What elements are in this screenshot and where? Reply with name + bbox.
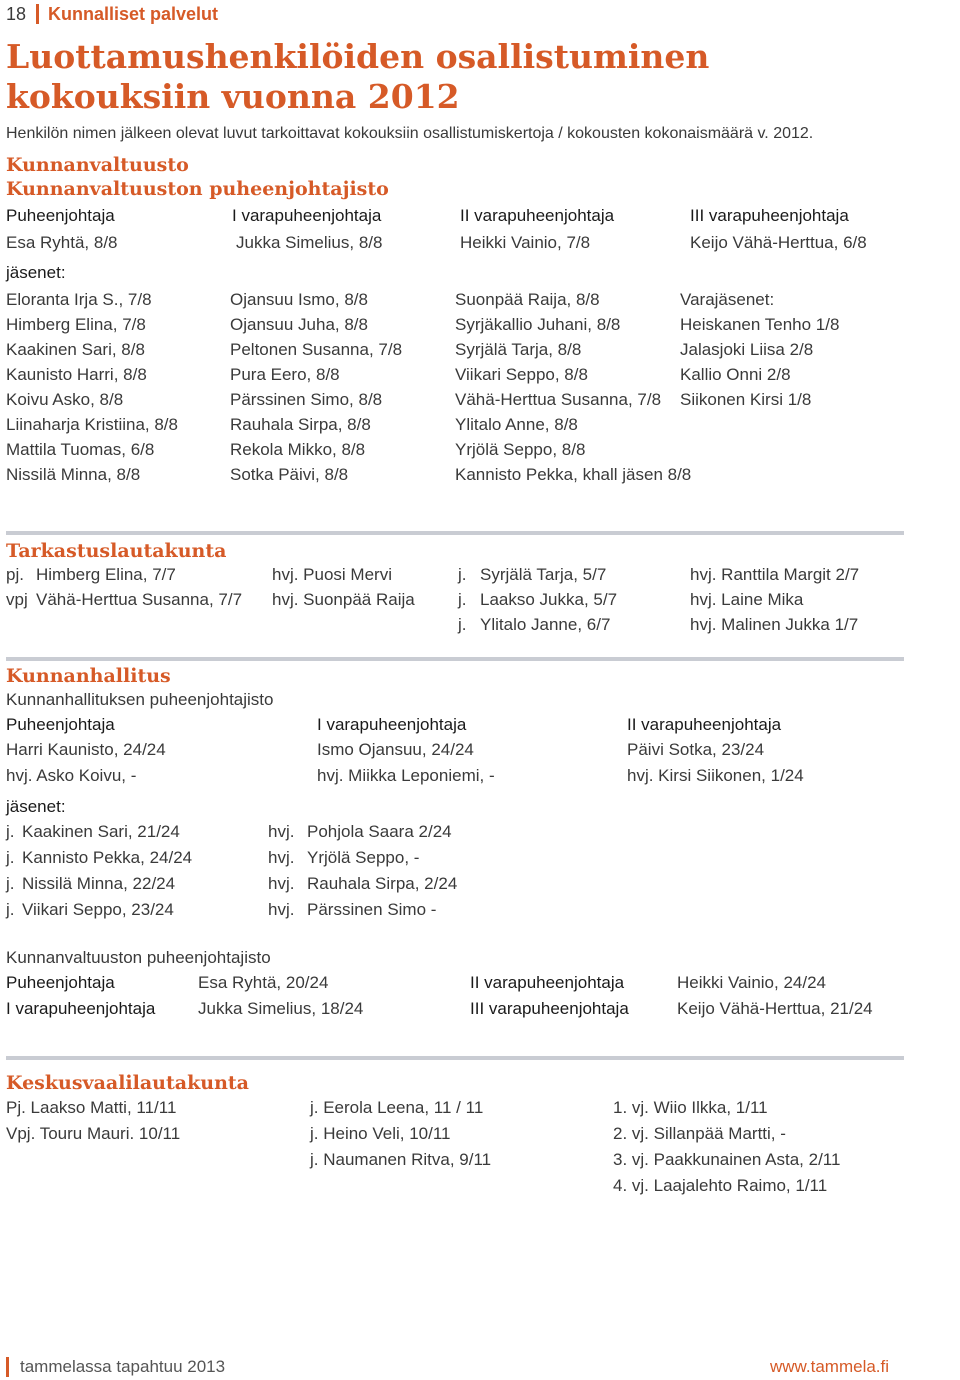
kvl-member: j. Eerola Leena, 11 / 11 xyxy=(310,1098,484,1117)
tl-heading: Tarkastuslautakunta xyxy=(6,540,227,562)
kh-member-cell: j. xyxy=(6,822,15,841)
tl-cell: j. xyxy=(458,590,467,609)
footer-bar xyxy=(6,1357,9,1377)
kvl-member: 1. vj. Wiio Ilkka, 1/11 xyxy=(613,1098,768,1117)
kv-chair-4: Keijo Vähä-Herttua, 6/8 xyxy=(690,233,867,252)
tl-cell: pj. xyxy=(6,565,24,584)
member-name: Ylitalo Anne, 8/8 xyxy=(455,415,578,434)
member-name: Yrjölä Seppo, 8/8 xyxy=(455,440,586,459)
kvl-heading: Keskusvaalilautakunta xyxy=(6,1072,249,1094)
member-name: Peltonen Susanna, 7/8 xyxy=(230,340,403,359)
kvp-cell: II varapuheenjohtaja xyxy=(470,973,625,992)
member-name: Jalasjoki Liisa 2/8 xyxy=(680,340,814,359)
tl-cell: Laakso Jukka, 5/7 xyxy=(480,590,618,609)
kh-deputy-1: hvj. Asko Koivu, - xyxy=(6,766,137,785)
tl-cell: Himberg Elina, 7/7 xyxy=(36,565,176,584)
tl-cell: hvj. Ranttila Margit 2/7 xyxy=(690,565,860,584)
member-name: Siikonen Kirsi 1/8 xyxy=(680,390,812,409)
kv-subheading: Kunnanvaltuuston puheenjohtajisto xyxy=(6,178,389,200)
member-name: Eloranta Irja S., 7/8 xyxy=(6,290,152,309)
member-name: Pura Eero, 8/8 xyxy=(230,365,340,384)
member-name: Kaakinen Sari, 8/8 xyxy=(6,340,145,359)
kh-member-cell: hvj. xyxy=(268,900,295,919)
member-name: Ojansuu Ismo, 8/8 xyxy=(230,290,368,309)
member-name: Nissilä Minna, 8/8 xyxy=(6,465,141,484)
kv-role-1: Puheenjohtaja xyxy=(6,206,115,225)
member-name: Syrjäkallio Juhani, 8/8 xyxy=(455,315,621,334)
member-name: Suonpää Raija, 8/8 xyxy=(455,290,600,309)
tl-cell: j. xyxy=(458,615,467,634)
tl-cell: Ylitalo Janne, 6/7 xyxy=(480,615,611,634)
kh-member-cell: hvj. xyxy=(268,874,295,893)
member-name: Varajäsenet: xyxy=(680,290,775,309)
member-name: Syrjälä Tarja, 8/8 xyxy=(455,340,582,359)
tl-cell: j. xyxy=(458,565,467,584)
page-title-line1: Luottamushenkilöiden osallistuminen xyxy=(6,37,710,76)
kh-deputy-2: hvj. Miikka Leponiemi, - xyxy=(317,766,495,785)
member-name: Ojansuu Juha, 8/8 xyxy=(230,315,368,334)
member-name: Koivu Asko, 8/8 xyxy=(6,390,124,409)
member-name: Viikari Seppo, 8/8 xyxy=(455,365,588,384)
kh-member-cell: j. xyxy=(6,848,15,867)
kh-member-cell: Nissilä Minna, 22/24 xyxy=(22,874,176,893)
member-name: Sotka Päivi, 8/8 xyxy=(230,465,349,484)
footer-url[interactable]: www.tammela.fi xyxy=(770,1357,890,1376)
member-name: Rekola Mikko, 8/8 xyxy=(230,440,366,459)
kh-member-cell: hvj. xyxy=(268,822,295,841)
member-name: Liinaharja Kristiina, 8/8 xyxy=(6,415,178,434)
kh-chair-1: Harri Kaunisto, 24/24 xyxy=(6,740,166,759)
tl-cell: hvj. Suonpää Raija xyxy=(272,590,415,609)
header-divider xyxy=(36,4,39,24)
page-number: 18 xyxy=(6,4,27,24)
tl-cell: hvj. Laine Mika xyxy=(690,590,804,609)
kvl-member: j. Naumanen Ritva, 9/11 xyxy=(310,1150,492,1169)
tl-cell: vpj xyxy=(6,590,28,609)
kvp-heading: Kunnanvaltuuston puheenjohtajisto xyxy=(6,948,271,967)
section-divider xyxy=(6,657,904,661)
member-name: Heiskanen Tenho 1/8 xyxy=(680,315,840,334)
kh-member-cell: hvj. xyxy=(268,848,295,867)
section-divider xyxy=(6,531,904,535)
kvl-member: Vpj. Touru Mauri. 10/11 xyxy=(6,1124,181,1143)
kvp-cell: Esa Ryhtä, 20/24 xyxy=(198,973,329,992)
kvp-cell: Heikki Vainio, 24/24 xyxy=(677,973,826,992)
tl-cell: Syrjälä Tarja, 5/7 xyxy=(480,565,607,584)
section-divider xyxy=(6,1056,904,1060)
kv-heading: Kunnanvaltuusto xyxy=(6,154,189,176)
kh-members-label: jäsenet: xyxy=(6,797,66,816)
section-label: Kunnalliset palvelut xyxy=(48,4,219,24)
kvp-cell: Puheenjohtaja xyxy=(6,973,115,992)
kh-member-cell: Viikari Seppo, 23/24 xyxy=(22,900,174,919)
kvp-cell: Jukka Simelius, 18/24 xyxy=(198,999,364,1018)
member-name: Rauhala Sirpa, 8/8 xyxy=(230,415,371,434)
kvp-cell: I varapuheenjohtaja xyxy=(6,999,156,1018)
kvl-member: 4. vj. Laajalehto Raimo, 1/11 xyxy=(613,1176,828,1195)
kh-member-cell: j. xyxy=(6,874,15,893)
kv-chair-3: Heikki Vainio, 7/8 xyxy=(460,233,591,252)
member-name: Pärssinen Simo, 8/8 xyxy=(230,390,383,409)
tl-cell: hvj. Puosi Mervi xyxy=(272,565,392,584)
kv-role-3: II varapuheenjohtaja xyxy=(460,206,615,225)
member-name: Himberg Elina, 7/8 xyxy=(6,315,146,334)
member-name: Kallio Onni 2/8 xyxy=(680,365,791,384)
kh-member-cell: Pohjola Saara 2/24 xyxy=(307,822,452,841)
kh-chair-2: Ismo Ojansuu, 24/24 xyxy=(317,740,474,759)
kh-member-cell: j. xyxy=(6,900,15,919)
kh-member-cell: Rauhala Sirpa, 2/24 xyxy=(307,874,458,893)
kv-role-2: I varapuheenjohtaja xyxy=(232,206,382,225)
kh-member-cell: Pärssinen Simo - xyxy=(307,900,437,919)
member-name: Mattila Tuomas, 6/8 xyxy=(6,440,155,459)
kv-members-label: jäsenet: xyxy=(6,263,66,282)
kv-chair-2: Jukka Simelius, 8/8 xyxy=(236,233,383,252)
tl-cell: Vähä-Herttua Susanna, 7/7 xyxy=(36,590,243,609)
kv-chair-1: Esa Ryhtä, 8/8 xyxy=(6,233,118,252)
kh-role-1: Puheenjohtaja xyxy=(6,715,115,734)
kh-member-cell: Kaakinen Sari, 21/24 xyxy=(22,822,180,841)
kh-member-cell: Kannisto Pekka, 24/24 xyxy=(22,848,193,867)
kh-role-2: I varapuheenjohtaja xyxy=(317,715,467,734)
kv-role-4: III varapuheenjohtaja xyxy=(690,206,849,225)
kvl-member: j. Heino Veli, 10/11 xyxy=(310,1124,451,1143)
member-name: Kaunisto Harri, 8/8 xyxy=(6,365,147,384)
kvl-member: 2. vj. Sillanpää Martti, - xyxy=(613,1124,786,1143)
kvp-cell: III varapuheenjohtaja xyxy=(470,999,629,1018)
footer-left: tammelassa tapahtuu 2013 xyxy=(20,1357,226,1376)
kh-heading: Kunnanhallitus xyxy=(6,665,171,687)
kvp-cell: Keijo Vähä-Herttua, 21/24 xyxy=(677,999,873,1018)
tl-cell: hvj. Malinen Jukka 1/7 xyxy=(690,615,859,634)
intro-text: Henkilön nimen jälkeen olevat luvut tarkoittavat kokouksiin osallistumiskertoja / kokousten kokonaismäärä v. 2012. xyxy=(6,125,814,142)
kh-member-cell: Yrjölä Seppo, - xyxy=(307,848,420,867)
kvl-member: 3. vj. Paakkunainen Asta, 2/11 xyxy=(613,1150,841,1169)
member-name: Vähä-Herttua Susanna, 7/8 xyxy=(455,390,662,409)
member-name: Kannisto Pekka, khall jäsen 8/8 xyxy=(455,465,692,484)
kh-subheading: Kunnanhallituksen puheenjohtajisto xyxy=(6,690,274,709)
kvl-member: Pj. Laakso Matti, 11/11 xyxy=(6,1098,177,1117)
kh-deputy-3: hvj. Kirsi Siikonen, 1/24 xyxy=(627,766,804,785)
page-title-line2: kokouksiin vuonna 2012 xyxy=(6,77,460,116)
kh-role-3: II varapuheenjohtaja xyxy=(627,715,782,734)
kh-chair-3: Päivi Sotka, 23/24 xyxy=(627,740,765,759)
